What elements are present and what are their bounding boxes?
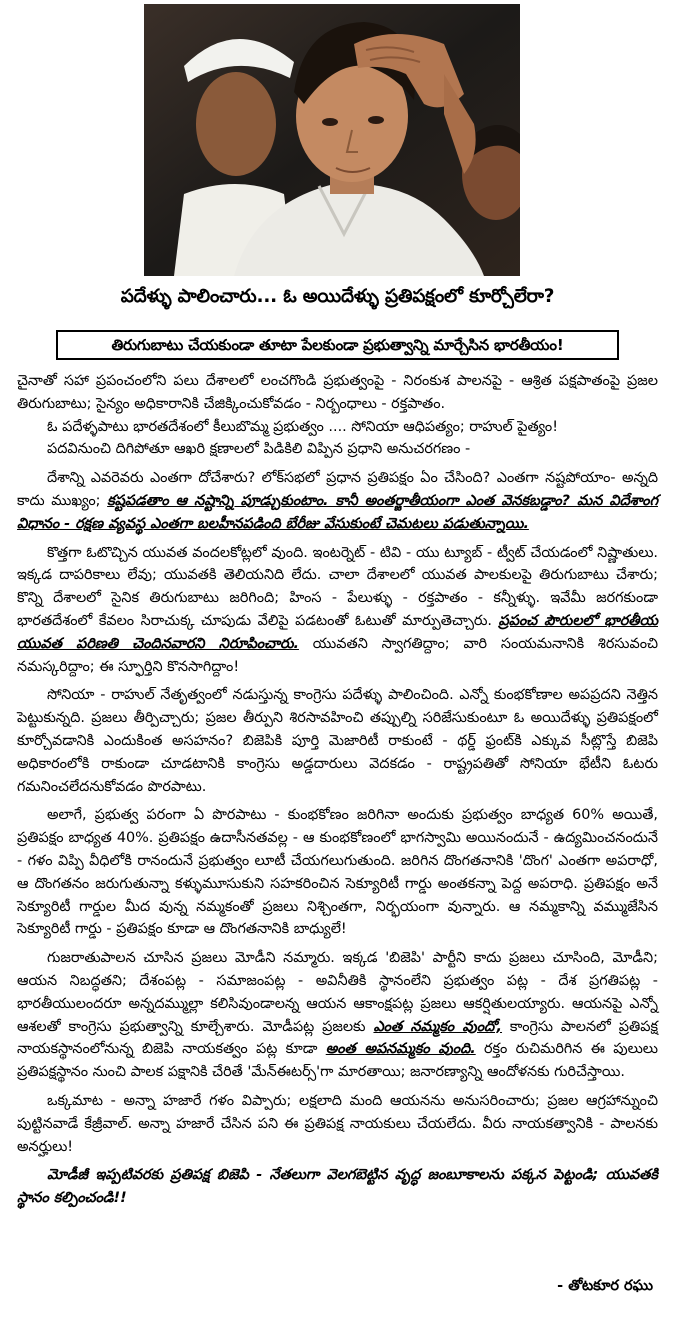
paragraph-youth-end: యువతని స్వాగతిద్దాం; వారి సంయమనానికి శిరసువంచి నమస్కరిద్దాం; ఈ స్ఫూర్తిని కొనసాగిద్దాం! (17, 635, 659, 675)
headline: పదేళ్ళు పాలించారు... ఓ అయిదేళ్ళు ప్రతిపక్షంలో కూర్చోలేరా? (120, 286, 555, 307)
paragraph-youth-text: కొత్తగా ఓటొచ్చిన యువత వందలకోట్లలో వుంది. ఇంటర్నెట్ - టివి - యు ట్యూబ్ - ట్వీట్ చేయడంలో నిష్ణాతులు. ఇక్కడ దాపరికాలు లేవు; యువతకి తెలియనిది లేదు. చాలా దేశాలలో యువత పాలకులపై తిరుగుబాటు చేశారు; కొన్ని దేశాలలో సైనిక తిరుగుబాటు జరిగింది; హింస - పేలుళ్ళు - రక్తపాతం - కన్నీళ్ళు. ఇవేమీ జరగకుండా భారతదేశంలో కేవలం సిరాచుక్క చూపుడు వేలిపై పడటంతో ఓటుతో మార్పుతెచ్చారు. (17, 544, 658, 629)
paragraph-gujarat-end: రక్తం రుచిమరిగిన ఈ పులులు ప్రతిపక్షస్థానం నుంచి పాలక పక్షానికి చేరితే 'మేన్‌ఈటర్స్'గా మారతాయి; జనారణ్యాన్ని ఆందోళనకు గురిచేస్తాయి. (17, 1041, 658, 1081)
paragraph-gujarat (17, 947, 658, 1084)
paragraph-congress: సోనియా - రాహుల్ నేతృత్వంలో నడుస్తున్న కాంగ్రెసు పదేళ్ళు పాలించింది. ఎన్నో కుంభకోణాల అపప్రదని నెత్తిన పెట్టుకున్నది. ప్రజలు తీర్పిచ్చారు; ప్రజల తీర్పుని శిరసావహించి తప్పుల్ని సరిజేసుకుంటూ ఓ అయిదేళ్ళు ప్రతిపక్షంలో కూర్చోవడానికి ఎందుకింత అసహనం? బిజెపికి పూర్తి మెజారిటీ రాకుంటే - థర్డ్ ఫ్రంట్‌కి ఎక్కువ సీట్లొస్తే బిజెపి అధికారంలోకి రాకుండా చూడటానికి కాంగ్రెసు అడ్డదారులు వెదకడం - రాష్ట్రపతితో సోనియా భేటీని ఓటరు గమనించలేదనుకోవడం పొరపాటు. (17, 687, 658, 795)
paragraph-gujarat-distrust: అంత అపనమ్మకం వుంది. (325, 1041, 476, 1058)
paragraph-hazare: ఒక్కమాట - అన్నా హజారే గళం విప్పారు; లక్షలాది మంది ఆయనను అనుసరించారు; ప్రజల ఆగ్రహాన్నుంచి పుట్టినవాడే కేజ్రీవాల్. అన్నా హజారే చేసిన పని ఈ ప్రతిపక్ష నాయకులు చేయలేదు. వీరు నాయకత్వానికి - పాలనకు అనర్హులు! (17, 1092, 658, 1155)
paragraph-intro: చైనాతో సహా ప్రపంచంలోని పలు దేశాలలో లంచగొండి ప్రభుత్వంపై - నిరంకుశ పాలనపై - ఆశ్రిత పక్షపాతంపై ప్రజల తిరుగుబాటు; సైన్యం అధికారానికి చేజిక్కించుకోవడం - నిర్బంధాలు - రక్తపాతం. (17, 373, 658, 412)
paragraph-losses-emphasis: కష్టపడతాం ఆ నష్టాన్ని పూడ్చుకుంటాం. కానీ అంతర్జాతీయంగా ఎంత వెనకబడ్డాం? మన విదేశాంగ విధానం - రక్షణ వ్యవస్థ ఎంతగా బలహీనపడింది బేరీజు వేసుకుంటే చెమటలు పడుతున్నాయి. (17, 492, 658, 532)
paragraph-last-moments: పదవినుంచి దిగిపోతూ ఆఖరి క్షణాలలో పిడికిలి విప్పిన ప్రధాని అనుచరగణం - (47, 441, 471, 458)
paragraph-gujarat-mid: కాంగ్రెసు పాలనలో ప్రతిపక్ష నాయకస్థానంలోనున్న బిజెపి నాయకత్వం పట్ల కూడా (17, 1018, 658, 1058)
photo-illustration (144, 4, 520, 276)
paragraph-losses-text: దేశాన్ని ఎవరెవరు ఎంతగా దోచేశారు? లోక్‌సభలో ప్రధాన ప్రతిపక్షం ఏం చేసింది? ఎంతగా నష్టపోయాం- అన్నది కాదు ముఖ్యం; (17, 470, 658, 509)
paragraph-gujarat-text: గుజరాతుపాలన చూసిన ప్రజలు మోడీని నమ్మారు. ఇక్కడ 'బిజెపి' పార్టీని కాదు ప్రజలు చూసింది, మోడీని; ఆయన నిబద్ధతని; దేశంపట్ల - సమాజంపట్ల - అవినీతికి స్థానంలేని ప్రభుత్వం పట్ల - దేశ ప్రగతిపట్ల - భారతీయులందరూ అన్నదమ్ముల్లా కలిసివుండాలన్న ఆయన ఆకాంక్షపట్ల ప్రజలు ఆకర్షితులయ్యారు. ఆయనపై ఎన్నో ఆశలతో కాంగ్రెసు ప్రభుత్వాన్ని కూల్చేశారు. మోడీపట్ల ప్రజలకు (17, 950, 658, 1035)
author-signature: - తోటకూర రఘు (557, 1278, 653, 1294)
paragraph-closing-appeal: మోడీజీ ఇప్పటివరకు ప్రతిపక్ష బిజెపి - నేతలుగా వెలగబెట్టిన వృద్ధ జంబూకాలను పక్కన పెట్టండి; యువతకి స్థానం కల్పించండి!! (17, 1167, 658, 1207)
paragraph-responsibility: అలాగే, ప్రభుత్వ పరంగా ఏ పొరపాటు - కుంభకోణం జరిగినా అందుకు ప్రభుత్వం బాధ్యత 60% అయితే, ప్రతిపక్షం బాధ్యత 40%. ప్రతిపక్షం ఉదాసీనతవల్ల - ఆ కుంభకోణంలో భాగస్వామి అయినందునే - ఉద్యమించనందునే - గళం విప్పి వీధిలోకి రానందునే ప్రభుత్వం లూటీ చేయగలుగుతుంది. జరిగిన దొంగతనానికి 'దొంగ' ఎంతగా అపరాధో, ఆ దొంగతనం జరుగుతున్నా కళ్ళుమూసుకుని సహకరించిన సెక్యూరిటీ గార్డు అంతకన్నా పెద్ద అపరాధి. ప్రతిపక్షం అనే సెక్యూరిటీ గార్డుల మీద వున్న నమ్మకంతో ప్రజలు నిశ్చింతగా, నిర్భయంగా వున్నారు. ఆ నమ్మకాన్ని వమ్ముజేసిన సెక్యూరిటీ గార్డు - ప్రతిపక్షం కూడా ఆ దొంగతనానికి బాధ్యులే! (17, 807, 658, 938)
article-body (17, 370, 658, 1216)
paragraph-losses (17, 467, 658, 535)
subheadline: తిరుగుబాటు చేయకుండా తూటా పేలకుండా ప్రభుత్వాన్ని మార్చేసిన భారతీయం! (56, 330, 619, 360)
paragraph-youth-emphasis: ప్రపంచ పౌరులలో భారతీయ యువత పరిణతి చెందినవారని నిరూపించారు. (17, 612, 658, 652)
paragraph-youth (17, 542, 658, 679)
article-photo (144, 4, 520, 276)
paragraph-gujarat-trust: ఎంత నమ్మకం వుందో, (373, 1018, 503, 1035)
paragraph-puppet-govt: ఓ పదేళ్ళపాటు భారతదేశంలో కీలుబొమ్మ ప్రభుత్వం .... సోనియా ఆధిపత్యం; రాహుల్ పైత్యం! (47, 418, 558, 435)
